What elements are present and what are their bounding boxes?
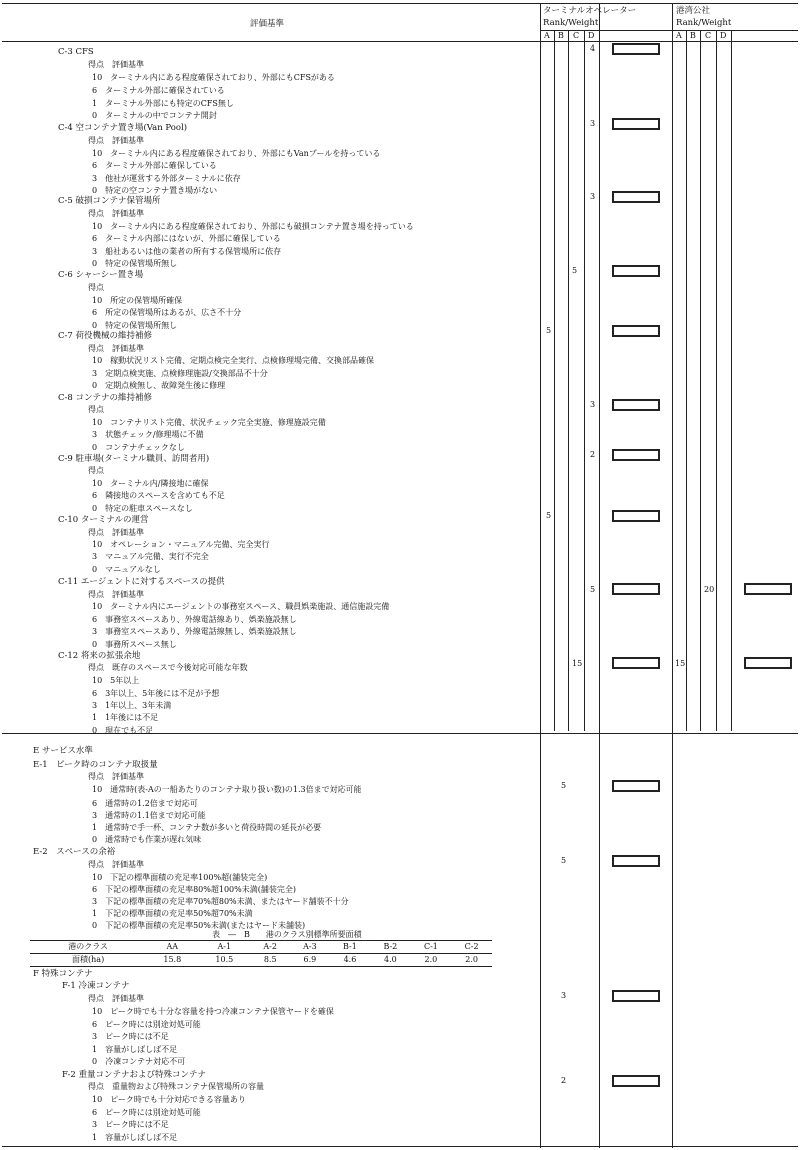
table-cell: B-2 [370,941,410,954]
criterion-heading: C-10 ターミナルの運営 [58,515,149,525]
operator-score-input-box[interactable] [612,325,660,337]
criterion-heading: E-2 スペースの余裕 [33,847,116,857]
table-cell: A-3 [290,941,330,954]
criterion-line: 3 ピーク時には不足 [92,1032,169,1041]
table-cell: 4.6 [330,954,370,967]
criterion-line: 10 5年以上 [92,676,140,685]
criterion-line: 3 下記の標準面積の充足率70%超80%未満、またはヤード舗装不十分 [92,897,349,906]
port-authority-heading: 港湾公社 [676,6,711,16]
table-cell: 2.0 [411,954,452,967]
grade-c-d-divider [584,31,585,731]
criterion-line: 得点 評価基準 [88,528,144,537]
grade-b-c-divider [568,31,569,731]
criterion-line: 1 下記の標準面積の充足率50%超70%未満 [92,909,253,918]
criterion-line: 10 ターミナル内にある程度確保されており、外部にも破損コンテナ置き場を持っている [92,222,414,231]
criterion-line: 3 他社が運営する外部ターミナルに依存 [92,174,241,183]
criterion-heading: C-4 空コンテナ置き場(Van Pool) [58,123,188,133]
criterion-line: 0 定期点検無し、故障発生後に修理 [92,381,226,390]
grade-a-b-divider [554,31,555,731]
criterion-line: 10 通常時(表-Aの一船あたりのコンテナ取り扱い数)の1.3倍まで対応可能 [92,785,362,794]
criterion-line: 6 所定の保管場所はあるが、広さ不十分 [92,308,242,317]
table-cell: 6.9 [290,954,330,967]
pa-grade-c-d-divider [716,31,717,731]
operator-column-divider [599,3,600,1148]
operator-weight-value: 5 [561,781,567,790]
criterion-line: 10 ターミナル内にエージェントの事務室スペース、職員娯楽施設、通信施設完備 [92,602,390,611]
criterion-heading: C-11 エージェントに対するスペースの提供 [58,577,225,587]
class-label: 港のクラス [30,941,146,954]
criterion-line: 6 ターミナル外部に確保している [92,161,217,170]
table-cell: C-2 [451,941,492,954]
criterion-line: 得点 [88,283,104,292]
criterion-line: 得点 評価基準 [88,860,144,869]
criterion-line: 0 特定の保管場所無し [92,321,178,330]
operator-weight-value: 5 [590,585,596,594]
table-cell: AA [146,941,198,954]
table-cell: 2.0 [451,954,492,967]
operator-weight-value: 3 [590,119,596,128]
criterion-line: 10 コンテナリスト完備、状況チェック完全実施、修理施設完備 [92,418,326,427]
pa-grade-b: B [690,31,696,40]
operator-weight-value: 4 [590,44,596,53]
operator-score-input-box[interactable] [612,780,660,792]
criterion-line: 3 ピーク時には不足 [92,1120,169,1129]
criteria-heading: 評価基準 [250,19,285,29]
pa-grade-b-c-divider [700,31,701,731]
criterion-line: 0 コンテナチェックなし [92,443,185,452]
criterion-line: 10 ターミナル内にある程度確保されており、外部にもCFSがある [92,73,335,82]
operator-score-input-box[interactable] [612,118,660,130]
criterion-line: 3 船社あるいは他の業者の所有する保管場所に依存 [92,247,282,256]
operator-score-input-box[interactable] [612,1075,660,1087]
authority-rank-weight: Rank/Weight [676,18,732,28]
criterion-line: 1 容量がしばしば不足 [92,1045,178,1054]
criterion-line: 6 ターミナル外部に確保されている [92,86,225,95]
criterion-line: 0 特定の駐車スペースなし [92,504,193,513]
criterion-line: 0 マニュアルなし [92,565,161,574]
table-cell: 10.5 [198,954,250,967]
criterion-line: 6 隣接地のスペースを含めても不足 [92,491,225,500]
operator-score-input-box[interactable] [612,43,660,55]
table-cell: 4.0 [370,954,410,967]
pa-grade-c: C [705,31,712,40]
grade-a: A [544,31,550,40]
criterion-line: 6 通常時の1.2倍まで対応可 [92,799,198,808]
criterion-heading: F-2 重量コンテナおよび特殊コンテナ [62,1070,206,1080]
criterion-heading: E サービス水準 [33,746,93,756]
operator-score-input-box[interactable] [612,990,660,1002]
operator-score-input-box[interactable] [612,583,660,595]
header-bottom-rule [2,41,798,42]
authority-weight-value: 20 [704,585,715,594]
operator-weight-value: 5 [546,326,552,335]
criterion-line: 1 1年後には不足 [92,713,159,722]
table-cell: 8.5 [250,954,290,967]
criterion-line: 得点 [88,405,104,414]
table-cell: B-1 [330,941,370,954]
criterion-line: 得点 評価基準 [88,136,144,145]
criterion-line: 得点 既存のスペースで今後対応可能な年数 [88,663,248,672]
criterion-line: 10 オペレーション・マニュアル完備、完全実行 [92,540,270,549]
criterion-line: 得点 評価基準 [88,590,144,599]
table-cell: A-2 [250,941,290,954]
authority-column-divider [672,3,673,1148]
pa-grade-d-end [731,31,732,731]
operator-weight-value: 5 [561,856,567,865]
criterion-line: 6 3年以上、5年後には不足が予想 [92,689,220,698]
table-row [30,941,492,954]
page-bottom-rule [2,1146,798,1147]
operator-weight-value: 3 [590,400,596,409]
criterion-line: 6 下記の標準面積の充足率80%超100%未満(舗装完全) [92,885,296,894]
criterion-line: 得点 評価基準 [88,344,144,353]
criterion-line: 0 特定の空コンテナ置き場がない [92,186,218,195]
operator-score-input-box[interactable] [612,449,660,461]
criterion-line: 0 冷凍コンテナ対応不可 [92,1057,186,1066]
criterion-line: 得点 重量物および特殊コンテナ保管場所の容量 [88,1082,264,1091]
operator-score-input-box[interactable] [612,855,660,867]
criterion-line: 10 下記の標準面積の充足率100%超(舗装完全) [92,873,268,882]
criterion-line: 6 ピーク時には別途対処可能 [92,1108,201,1117]
operator-rank-weight: Rank/Weight [543,18,599,28]
criterion-heading: C-12 将来の拡張余地 [58,651,141,661]
authority-score-input-box[interactable] [744,657,792,669]
table-cell: 15.8 [146,954,198,967]
operator-score-input-box[interactable] [612,510,660,522]
criterion-line: 10 ピーク時でも十分な容量を持つ冷凍コンテナ保管ヤードを確保 [92,1007,334,1016]
operator-score-input-box[interactable] [612,265,660,277]
criterion-line: 1 容量がしばしば不足 [92,1133,178,1142]
criterion-line: 1 通常時で手一杯、コンテナ数が多いと荷役時間の延長が必要 [92,823,322,832]
criterion-line: 6 ターミナル内部にはないが、外部に確保している [92,234,281,243]
criterion-line: 10 ターミナル内にある程度確保されており、外部にもVanプールを持っている [92,149,381,158]
operator-score-input-box[interactable] [612,399,660,411]
criterion-line: 得点 評価基準 [88,60,144,69]
criterion-line: 10 ターミナル内/隣接地に確保 [92,479,209,488]
pa-grade-a-b-divider [686,31,687,731]
operator-weight-value: 2 [590,450,596,459]
criterion-heading: C-3 CFS [58,47,94,57]
criterion-line: 得点 評価基準 [88,994,144,1003]
criterion-line: 3 事務室スペースあり、外線電話線無し、娯楽施設無し [92,627,297,636]
criterion-line: 得点 [88,466,104,475]
authority-weight-value: 15 [675,659,686,668]
criterion-heading: C-8 コンテナの維持補修 [58,393,152,403]
criterion-line: 0 通常時でも作業が遅れ気味 [92,835,202,844]
criterion-line: 10 稼動状況リスト完備、定期点検完全実行、点検修理場完備、交換部品確保 [92,356,375,365]
operator-score-input-box[interactable] [612,191,660,203]
criterion-line: 3 1年以上、3年未満 [92,701,172,710]
left-column-divider [540,3,541,1148]
operator-weight-value: 3 [561,991,567,1000]
grade-b: B [558,31,564,40]
criterion-heading: C-5 破損コンテナ保管場所 [58,196,161,206]
grade-d: D [588,31,595,40]
pa-grade-a: A [676,31,682,40]
criterion-line: 得点 評価基準 [88,772,144,781]
criterion-line: 0 現在でも不足 [92,726,154,735]
criterion-line: 3 状態チェック/修理場に不備 [92,430,204,439]
criterion-line: 0 ターミナルの中でコンテナ開封 [92,111,217,120]
criterion-line: 10 所定の保管場所確保 [92,296,183,305]
area-label: 面積(ha) [30,954,146,967]
criterion-heading: C-7 荷役機械の維持補修 [58,331,152,341]
criterion-line: 0 特定の保管場所無し [92,259,178,268]
table-cell: A-1 [198,941,250,954]
port-class-area-table [30,940,492,967]
criterion-line: 1 ターミナル外部にも特定のCFS無し [92,99,234,108]
header-top-rule [2,3,798,4]
operator-weight-value: 3 [590,192,596,201]
criterion-line: 3 通常時の1.1倍まで対応可能 [92,811,206,820]
grade-c: C [573,31,580,40]
table-row [30,954,492,967]
operator-weight-value: 2 [561,1076,567,1085]
criterion-line: 0 下記の標準面積の充足率50%未満(またはヤード未舗装) [92,921,306,930]
pa-grade-d: D [720,31,727,40]
operator-score-input-box[interactable] [612,657,660,669]
table-b-caption: 表 ― B 港のクラス別標準所要面積 [212,930,362,939]
criterion-line: 6 事務室スペースあり、外線電話線あり、娯楽施設無し [92,615,297,624]
criterion-heading: F 特殊コンテナ [33,969,93,979]
criterion-line: 6 ピーク時には別途対処可能 [92,1020,201,1029]
criterion-heading: E-1 ピーク時のコンテナ取扱量 [33,760,158,770]
authority-score-input-box[interactable] [744,583,792,595]
operator-weight-value: 15 [572,659,583,668]
operator-weight-value: 5 [572,266,578,275]
criterion-heading: C-6 シャーシー置き場 [58,270,144,280]
table-cell: C-1 [411,941,452,954]
terminal-operator-heading: ターミナルオペレーター [543,6,637,16]
operator-weight-value: 5 [546,511,552,520]
criterion-heading: F-1 冷凍コンテナ [62,981,130,991]
criterion-line: 0 事務所スペース無し [92,640,177,649]
criterion-line: 得点 評価基準 [88,209,144,218]
criterion-heading: C-9 駐車場(ターミナル職員、訪問者用) [58,454,210,464]
criterion-line: 3 定期点検実施、点検修理施設/交換部品不十分 [92,369,268,378]
criterion-line: 10 ピーク時でも十分対応できる容量あり [92,1095,246,1104]
criterion-line: 3 マニュアル完備、実行不完全 [92,552,209,561]
